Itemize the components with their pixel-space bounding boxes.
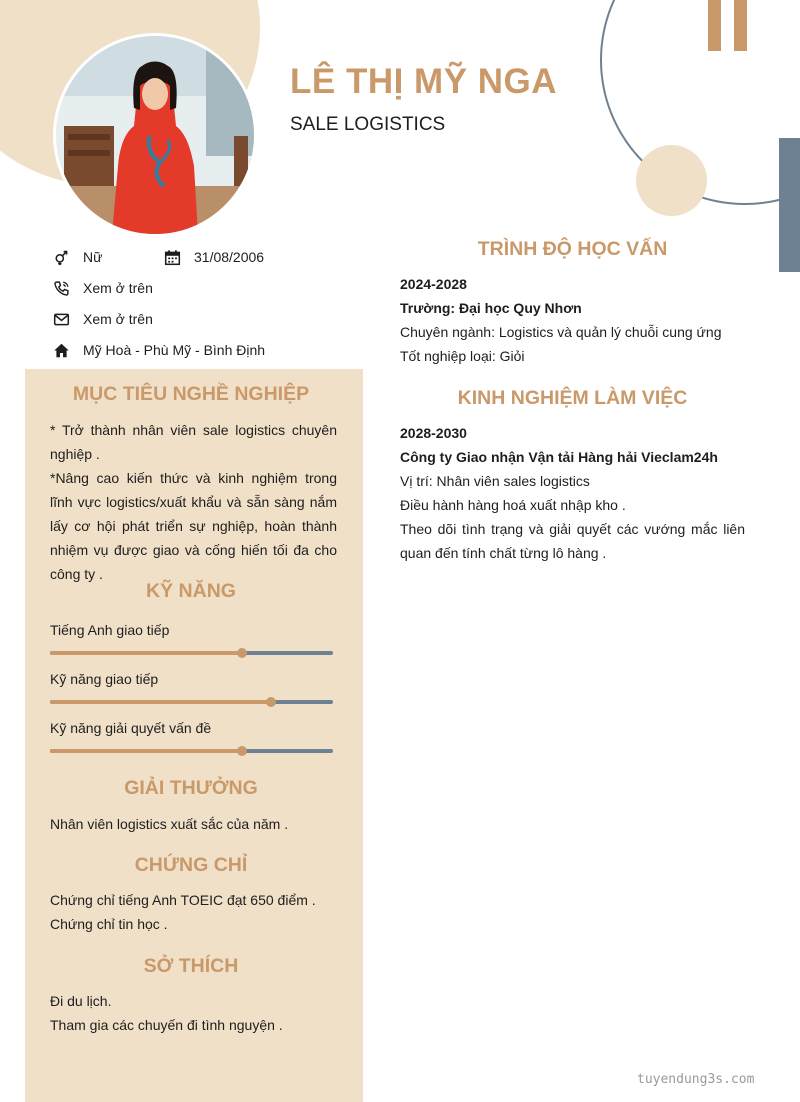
avatar-photo (56, 36, 254, 234)
experience-position: Vị trí: Nhân viên sales logistics (400, 473, 590, 489)
email-value: Xem ở trên (83, 311, 153, 327)
skill-bar-fill (50, 749, 242, 753)
mail-icon (52, 310, 70, 328)
skills-title: KỸ NĂNG (146, 580, 236, 602)
skill-label: Tiếng Anh giao tiếp (50, 622, 170, 638)
skill-bar-fill (50, 700, 271, 704)
watermark: tuyendung3s.com (637, 1072, 755, 1087)
birthday-value: 31/08/2006 (194, 249, 265, 265)
contact-email (52, 309, 153, 329)
skill-bar (50, 700, 333, 704)
experience-duty: Theo dõi tình trạng và giải quyết các vướng mắc liên quan đến tính chất từng lô hàng . (400, 521, 745, 561)
skill-label: Kỹ năng giao tiếp (50, 671, 159, 687)
decorative-side-bar (779, 138, 800, 272)
skill-bar-fill (50, 651, 242, 655)
award-item: Nhân viên logistics xuất sắc của năm . (50, 816, 289, 832)
objective-text: * Trở thành nhân viên sale logistics chuyên nghiệp . *Nâng cao kiến thức và kinh nghiệm trong lĩnh vực logistics/xuất khẩu và sẵn sàng nắm lấy cơ hội phát triển sự nghiệp, hoàn thành nhiệm vụ được giao và cống hiến tối đa cho công ty . (50, 422, 337, 582)
skill-bar (50, 749, 333, 753)
skill-label: Kỹ năng giải quyết vấn đề (50, 720, 212, 736)
experience-duty: Điều hành hàng hoá xuất nhập kho . (400, 497, 626, 513)
contact-phone (52, 278, 153, 298)
education-major: Chuyên ngành: Logistics và quản lý chuỗi cung ứng (400, 324, 722, 340)
gender-icon (52, 248, 70, 266)
gender-value: Nữ (83, 249, 103, 265)
contact-birthday (163, 247, 264, 267)
contact-address (52, 340, 265, 360)
home-icon (52, 341, 70, 359)
education-period: 2024-2028 (400, 276, 467, 292)
decorative-bar (734, 0, 747, 51)
certificates-title: CHỨNG CHỈ (134, 854, 248, 876)
experience-period: 2028-2030 (400, 425, 467, 441)
contact-gender (52, 247, 102, 267)
certificate-item: Chứng chỉ tin học . (50, 916, 168, 932)
candidate-name: LÊ THỊ MỸ NGA (290, 62, 558, 101)
hobbies-title: SỞ THÍCH (143, 955, 239, 977)
education-title: TRÌNH ĐỘ HỌC VẤN (477, 238, 668, 260)
decorative-dot (636, 145, 707, 216)
education-grade: Tốt nghiệp loại: Giỏi (400, 348, 525, 364)
skill-bar (50, 651, 333, 655)
experience-title: KINH NGHIỆM LÀM VIỆC (457, 387, 688, 409)
awards-title: GIẢI THƯỞNG (124, 777, 258, 799)
calendar-icon (163, 248, 181, 266)
decorative-bar (708, 0, 721, 51)
skill-bar-knob (266, 697, 276, 707)
hobby-item: Tham gia các chuyến đi tình nguyện . (50, 1017, 283, 1033)
education-school: Trường: Đại học Quy Nhơn (400, 300, 582, 316)
phone-icon (52, 279, 70, 297)
phone-value: Xem ở trên (83, 280, 153, 296)
experience-company: Công ty Giao nhận Vận tải Hàng hải Vieclam24h (400, 449, 718, 465)
candidate-role: SALE LOGISTICS (290, 114, 446, 135)
objective-title: MỤC TIÊU NGHỀ NGHIỆP (72, 383, 310, 405)
hobby-item: Đi du lịch. (50, 993, 112, 1009)
avatar (56, 36, 254, 234)
certificate-item: Chứng chỉ tiếng Anh TOEIC đạt 650 điểm . (50, 892, 316, 908)
address-value: Mỹ Hoà - Phù Mỹ - Bình Định (83, 342, 266, 358)
